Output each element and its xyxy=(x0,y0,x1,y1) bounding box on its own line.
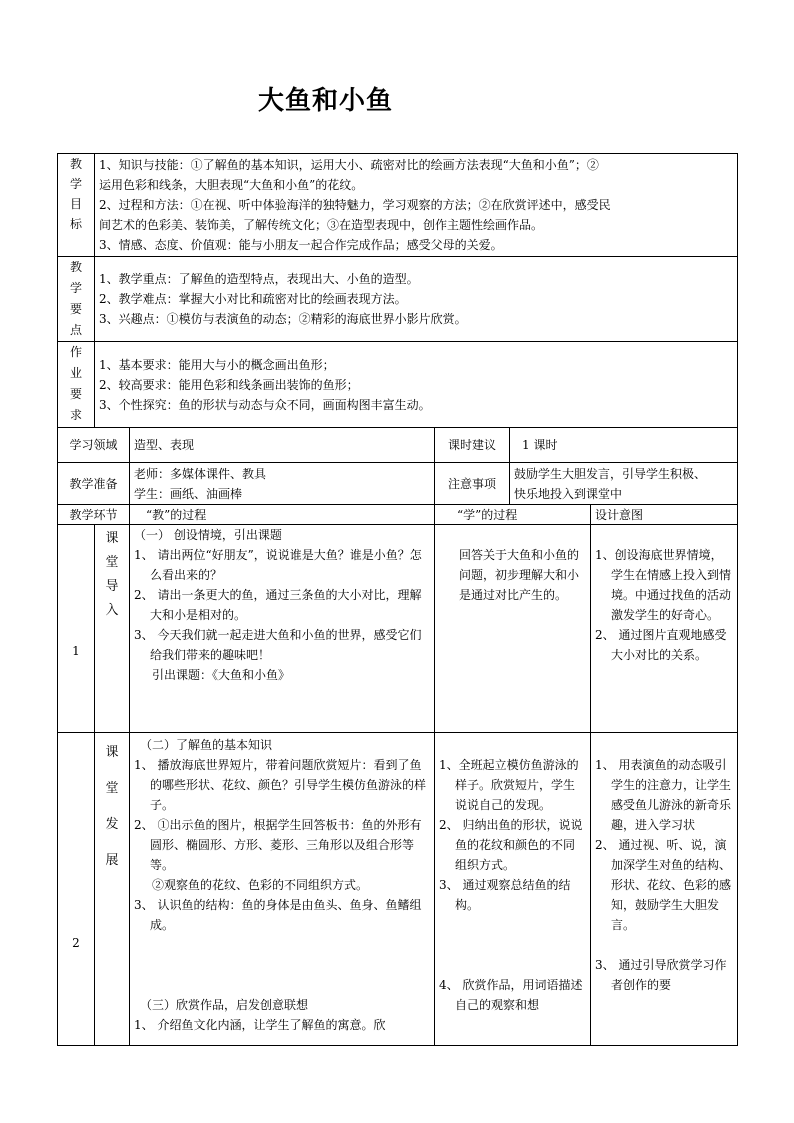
design-content: 1、创设海底世界情境，学生在情感上投入到情境。中通过找鱼的活动激发学生的好奇心。 2、 通过图片直观地感受大小对比的关系。 xyxy=(591,525,738,733)
process-row-develop xyxy=(58,733,738,1046)
process-row-intro xyxy=(58,525,738,733)
lesson-plan-table xyxy=(57,153,738,1046)
teach-header: “教”的过程 xyxy=(130,505,435,525)
homework-content: 1、基本要求：能用大与小的概念画出鱼形； 2、较高要求：能用色彩和线条画出装饰的鱼形； 3、个性探究：鱼的形状与动态与众不同，画面构图丰富生动。 xyxy=(95,342,738,428)
learn-content: 1、全班起立模仿鱼游泳的样子。欣赏短片，学生说说自己的发现。 2、 归纳出鱼的形状，说说鱼的花纹和颜色的不同组织方式。 3、 通过观察总结鱼的结构。 4、 欣赏作品，用词语描述自己的观察和想 xyxy=(435,733,591,1046)
row-number: 1 xyxy=(58,525,95,733)
homework-row xyxy=(58,342,738,428)
learn-content: 回答关于大鱼和小鱼的问题，初步理解大和小是通过对比产生的。 xyxy=(435,525,591,733)
hours-label: 课时建议 xyxy=(435,428,510,463)
field-label: 学习领域 xyxy=(58,428,130,463)
prep-row xyxy=(58,463,738,505)
teach-content: （二）了解鱼的基本知识 1、 播放海底世界短片，带着问题欣赏短片：看到了鱼的哪些形状、花纹、颜色？引导学生模仿鱼游泳的样子。 2、 ①出示鱼的图片，根据学生回答板书：鱼的外形有圆形、椭圆形、方形、菱形、三角形以及组合形等等。 ②观察鱼的花纹、色彩的不同组织方式。 3、 认识鱼的结构：鱼的身体是由鱼头、鱼身、鱼鳍组成。 （三）欣赏作品，启发创意联想 1、 介绍鱼文化内涵，让学生了解鱼的寓意。欣 xyxy=(130,733,435,1046)
prep-content: 老师：多媒体课件、教具 学生：画纸、油画棒 xyxy=(130,463,435,505)
prep-label: 教学准备 xyxy=(58,463,130,505)
row-number: 2 xyxy=(58,733,95,1046)
field-row xyxy=(58,428,738,463)
learn-header: “学”的过程 xyxy=(435,505,591,525)
stage-label: 课 堂 导 入 xyxy=(95,525,130,733)
page-title: 大鱼和小鱼 xyxy=(258,86,394,116)
key-points-row xyxy=(58,257,738,342)
goals-content: 1、知识与技能：①了解鱼的基本知识，运用大小、疏密对比的绘画方法表现“大鱼和小鱼”；② 运用色彩和线条，大胆表现“大鱼和小鱼”的花纹。 2、过程和方法：①在视、听中体验海洋的独特魅力，学习观察的方法；②在欣赏评述中，感受民 间艺术的色彩美、装饰美，了解传统文化；③在造型表现中，创作主题性绘画作品。 3、情感、态度、价值观：能与小朋友一起合作完成作品；感受父母的关爱。 xyxy=(95,154,738,257)
stage-label: 课 堂 发 展 xyxy=(95,733,130,1046)
goals-label: 教 学 目 标 xyxy=(58,154,95,257)
homework-label: 作 业 要 求 xyxy=(58,342,95,428)
key-points-label: 教 学 要 点 xyxy=(58,257,95,342)
field-value: 造型、表现 xyxy=(130,428,435,463)
goals-row xyxy=(58,154,738,257)
stage-header: 教学环节 xyxy=(58,505,130,525)
key-points-content: 1、教学重点：了解鱼的造型特点，表现出大、小鱼的造型。 2、教学难点：掌握大小对比和疏密对比的绘画表现方法。 3、兴趣点：①模仿与表演鱼的动态；②精彩的海底世界小影片欣赏。 xyxy=(95,257,738,342)
notes-label: 注意事项 xyxy=(435,463,510,505)
design-header: 设计意图 xyxy=(591,505,738,525)
notes-content: 鼓励学生大胆发言，引导学生积极、 快乐地投入到课堂中 xyxy=(510,463,738,505)
design-content: 1、 用表演鱼的动态吸引学生的注意力，让学生感受鱼儿游泳的新奇乐趣，进入学习状 2、 通过视、听、说，演加深学生对鱼的结构、形状、花纹、色彩的感知，鼓励学生大胆发言。 3、 通过引导欣赏学习作者创作的要 xyxy=(591,733,738,1046)
hours-value: 1 课时 xyxy=(510,428,738,463)
teach-content: （一） 创设情境，引出课题 1、 请出两位“好朋友”，说说谁是大鱼？谁是小鱼？怎么看出来的？ 2、 请出一条更大的鱼，通过三条鱼的大小对比，理解大和小是相对的。 3、 今天我们就一起走进大鱼和小鱼的世界，感受它们给我们带来的趣味吧！ 引出课题：《大鱼和小鱼》 xyxy=(130,525,435,733)
process-header-row xyxy=(58,505,738,525)
